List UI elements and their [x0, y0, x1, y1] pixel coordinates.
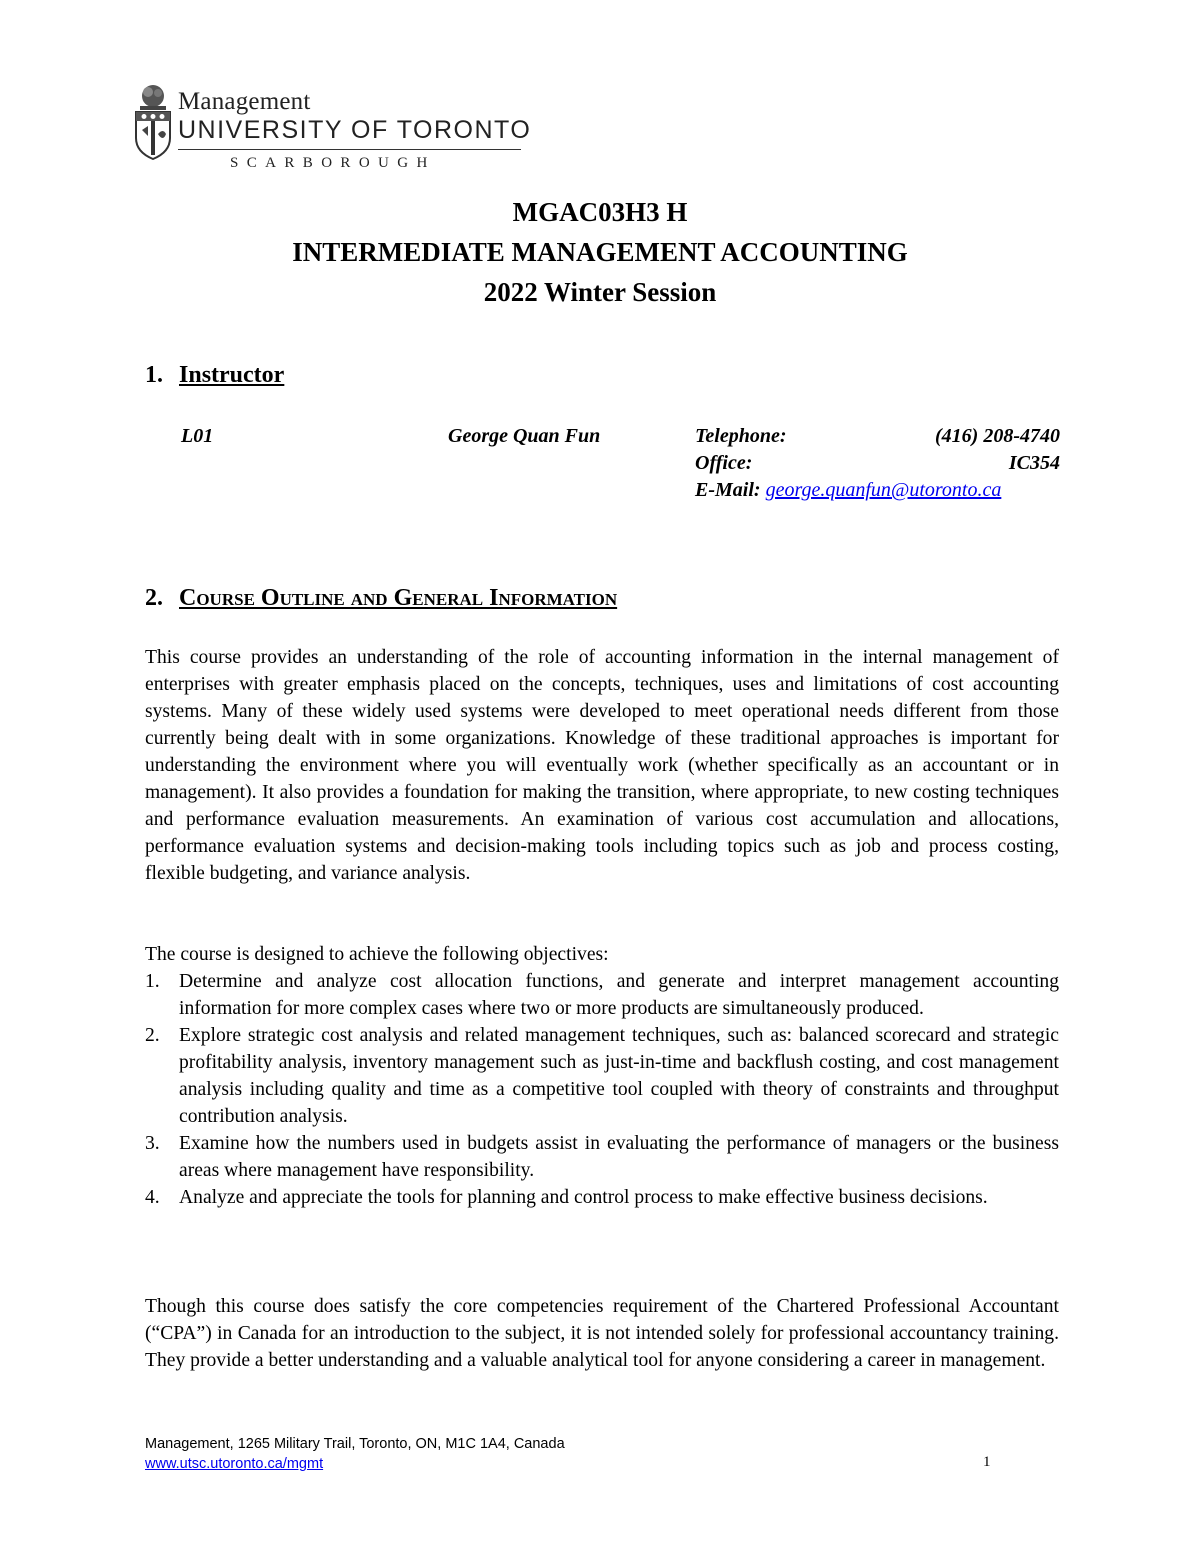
telephone-value: (416) 208-4740: [935, 425, 1060, 447]
course-code: MGAC03H3 H: [512, 197, 688, 227]
course-name: INTERMEDIATE MANAGEMENT ACCOUNTING: [292, 237, 908, 267]
logo-divider: [178, 149, 521, 150]
section-heading-course-outline: [145, 585, 617, 612]
list-item: 2. Explore strategic cost analysis and related management techniques, such as: balanced scorecard and strategic profitability analysis, inventory management such as just-in-time and backflush costing, and cost management analysis including quality and time as a competitive tool coupled with theory of constraints and throughput contribution analysis.: [145, 1025, 1059, 1127]
section-code: L01: [181, 425, 214, 447]
university-logo: [132, 82, 532, 182]
objectives-list: [145, 968, 1059, 1211]
cpa-paragraph: Though this course does satisfy the core competencies requirement of the Chartered Professional Accountant (“CPA”) in Canada for an introduction to the subject, it is not intended solely for professional accountancy training. They provide a better understanding and a valuable analytical tool for anyone considering a career in management.: [145, 1296, 1059, 1371]
footer-address: Management, 1265 Military Trail, Toronto, ON, M1C 1A4, Canada: [145, 1436, 565, 1452]
office-label: Office:: [695, 452, 753, 474]
section-heading-instructor: [145, 362, 284, 389]
instructor-name: George Quan Fun: [448, 425, 601, 447]
objectives-intro: The course is designed to achieve the following objectives:: [145, 944, 609, 965]
logo-university-text: UNIVERSITY OF TORONTO: [178, 116, 532, 144]
email-row: [695, 479, 1001, 502]
course-description-paragraph: This course provides an understanding of the role of accounting information in the internal management of enterprises with greater emphasis placed on the concepts, techniques, uses and limitations of cost accounting systems. Many of these widely used systems were developed to meet operational needs different from those currently being dealt with in some organizations. Knowledge of these traditional approaches is important for understanding the environment where you will eventually work (whether specifically as an accountant or in management). It also provides a foundation for making the transition, where appropriate, to new costing techniques and performance evaluation measurements. An examination of various cost accumulation and allocations, performance evaluation systems and decision-making tools including topics such as job and process costing, flexible budgeting, and variance analysis.: [145, 647, 1059, 884]
section-number: 1.: [145, 362, 163, 388]
telephone-label: Telephone:: [695, 425, 787, 447]
section-title: Course Outline and General Information: [179, 585, 618, 611]
logo-campus-text: SCARBOROUGH: [230, 155, 436, 171]
email-link[interactable]: george.quanfun@utoronto.ca: [765, 479, 1002, 501]
logo-management-text: Management: [178, 88, 311, 115]
crest-icon: [132, 82, 174, 160]
email-label: E-Mail:: [695, 479, 761, 501]
page-footer: [145, 1434, 995, 1474]
list-item: 4. Analyze and appreciate the tools for planning and control process to make effective business decisions.: [145, 1187, 988, 1208]
session-name: 2022 Winter Session: [483, 277, 717, 307]
list-item: 3. Examine how the numbers used in budgets assist in evaluating the performance of managers or the business areas where management have responsibility.: [145, 1133, 1059, 1181]
list-item: 1. Determine and analyze cost allocation functions, and generate and interpret management accounting information for more complex cases where two or more products are simultaneously produced.: [145, 971, 1059, 1019]
footer-website-link[interactable]: www.utsc.utoronto.ca/mgmt: [145, 1456, 324, 1472]
section-title: Instructor: [179, 362, 285, 388]
section-number: 2.: [145, 585, 163, 611]
office-value: IC354: [1008, 452, 1060, 474]
document-title: [0, 192, 1200, 312]
page-number: 1: [983, 1454, 991, 1470]
